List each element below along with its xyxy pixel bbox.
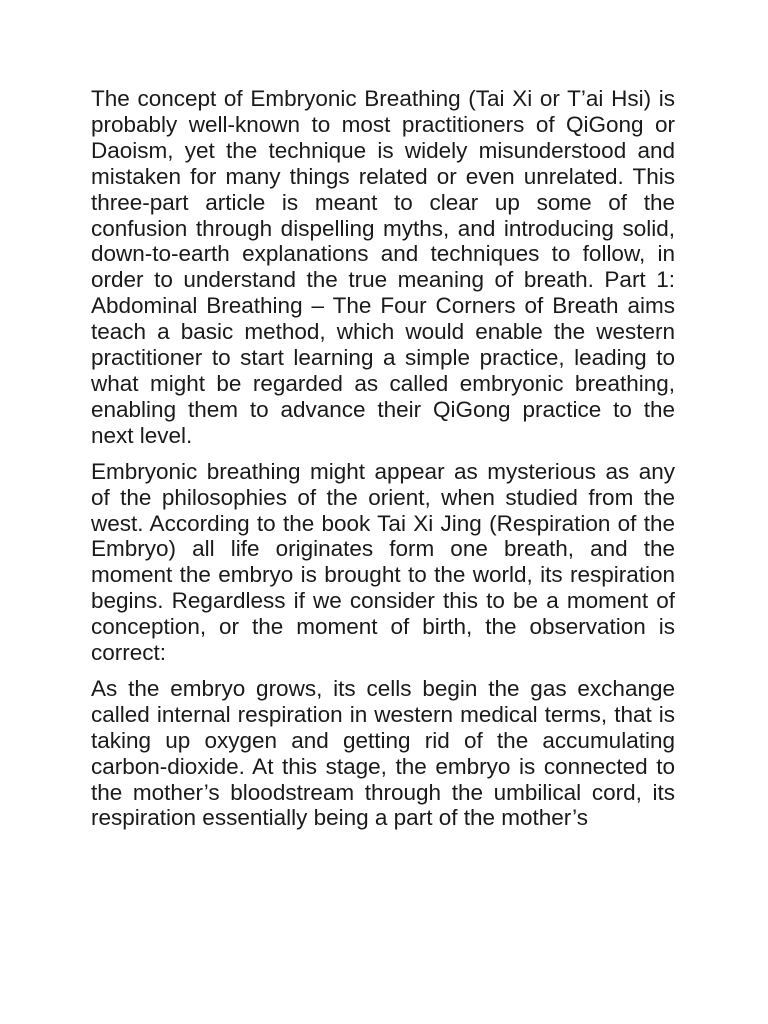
paragraph-embryonic-breathing: Embryonic breathing might appear as mysterious as any of the philosophies of the orient, when studied from the west. According to the book Tai Xi Jing (Respiration of the Embryo) all life originates form one breath, and the moment the embryo is brought to the world, its respiration begins. Regardless if we consider this to be a moment of conception, or the moment of birth, the observation is correct: xyxy=(91,458,675,666)
paragraph-intro: The concept of Embryonic Breathing (Tai Xi or T’ai Hsi) is probably well-known to most practitioners of QiGong or Daoism, yet the technique is widely misunderstood and mistaken for many things related or even unrelated. This three-part article is meant to clear up some of the confusion through dispelling myths, and introducing solid, down-to-earth explanations and techniques to follow, in order to understand the true meaning of breath. Part 1: Abdominal Breathing – The Four Corners of Breath aims teach a basic method, which would enable the western practitioner to start learning a simple practice, leading to what might be regarded as called embryonic breathing, enabling them to advance their QiGong practice to the next level. xyxy=(91,86,675,448)
paragraph-embryo-respiration: As the embryo grows, its cells begin the gas exchange called internal respiration in western medical terms, that is taking up oxygen and getting rid of the accumulating carbon-dioxide. At this stage, the embryo is connected to the mother’s bloodstream through the umbilical cord, its respiration essentially being a part of the mother’s xyxy=(91,675,675,831)
document-body xyxy=(91,86,675,841)
